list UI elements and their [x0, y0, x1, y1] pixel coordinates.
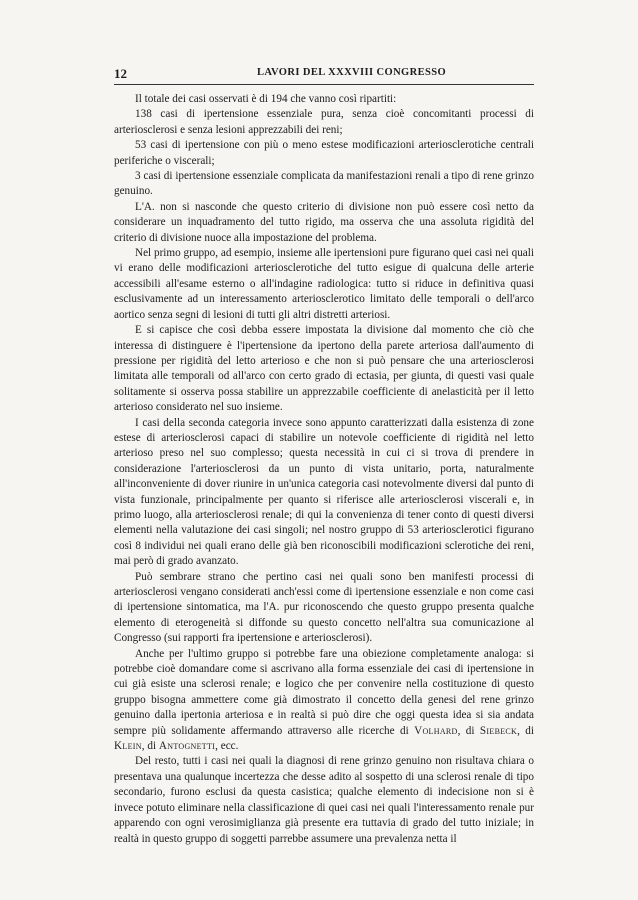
- paragraph: 138 casi di ipertensione essenziale pura, senza cioè concomitanti processi di arteriosclerosi e senza lesioni apprezzabili dei reni;: [114, 108, 534, 136]
- paragraph: E si capisce che così debba essere impostata la divisione dal momento che ciò che interessa di distinguere è l'ipertensione da ipertono della parete arteriosa dall'aumento di pressione per rigidità del letto arterioso e che non si può pensare che una arteriosclerosi limitata alle temporali od all'arco con certo grado di ectasia, per giunta, di questi vasi quale solitamente si osserva possa stabilire un apprezzabile coefficiente di anelasticità per il letto arterioso considerato nel suo insieme.: [114, 324, 534, 414]
- paragraph: Può sembrare strano che pertino casi nei quali sono ben manifesti processi di arteriosclerosi vengano considerati anch'essi come di ipertensione essenziale e non come casi di ipertensione sintomatica, ma l'A. pur riconoscendo che questo gruppo presenta qualche elemento di eterogeneità si diffonde su questo concetto nell'altra sua comunicazione al Congresso (sui rapporti fra ipertensione e arteriosclerosi).: [114, 570, 534, 645]
- body-text: [114, 92, 534, 847]
- paragraph: Il totale dei casi osservati è di 194 che vanno così ripartiti:: [135, 93, 397, 105]
- paragraph: Nel primo gruppo, ad esempio, insieme alle ipertensioni pure figurano quei casi nei quali vi erano delle modificazioni arteriosclerotiche del tutto esigue di qualcuna delle arterie accessibili all'esame esterno o all'indagine radiologica: tutto si riduce in definitiva quasi esclusivamente ad un interessamento arteriosclerotico limitato delle temporali o dell'arco aortico senza segni di lesioni di tutti gli altri distretti arteriosi.: [114, 247, 534, 321]
- author-name: Siebeck: [479, 724, 518, 737]
- paragraph-text: , di: [141, 740, 159, 753]
- paragraph: L'A. non si nasconde che questo criterio di divisione non può essere così netto da considerare un inquadramento del tutto rigido, ma osserva che una assoluta rigidità del criterio di divisione nuoce alla impostazione del problema.: [114, 200, 534, 244]
- paragraph: I casi della seconda categoria invece sono appunto caratterizzati dalla esistenza di zone estese di arteriosclerosi capaci di stabilire un notevole coefficiente di rigidità nel letto arterioso preso nel suo complesso; questa necessità in cui ci si trova di prendere in considerazione l'arteriosclerosi da un punto di vista unitario, porta, naturalmente all'inconveniente di dover riunire in un'unica categoria casi notevolmente diversi dal punto di vista funzionale, principalmente per quanto si riferisce alle arteriosclerosi viscerali e, in primo luogo, alla arteriosclerosi renale; di qui la convenienza di tener conto di questi diversi elementi nella valutazione dei casi singoli; nel nostro gruppo di 53 arteriosclerotici figurano così 8 individui nei quali erano delle già ben riconoscibili modificazioni sclerotiche dei reni, mai però di grado avanzato.: [114, 416, 534, 568]
- paragraph: 3 casi di ipertensione essenziale complicata da manifestazioni renali a tipo di rene grinzo genuino.: [114, 170, 534, 198]
- paragraph: Del resto, tutti i casi nei quali la diagnosi di rene grinzo genuino non risultava chiara o presentava una qualunque incertezza che desse adito al sospetto di una sclerosi renale di tipo secondario, furono esclusi da questa casistica; qualche elemento di indecisione non si è invece potuto eliminare nella classificazione di quei casi nei quali l'interessamento renale pur apparendo con ogni verosimiglianza già presente era tuttavia di grado del tutto iniziale; in realtà in questo gruppo di soggetti parrebbe assumere una prevalenza netta il: [114, 755, 534, 845]
- author-name: Antognetti: [158, 740, 216, 753]
- paragraph-text: Anche per l'ultimo gruppo si potrebbe fare una obiezione completamente analoga: si potrebbe cioè domandare come si ascrivano alla forma essenziale dei casi di ipertensione in cui già esiste una sclerosi renale; e logico che per convenire nella costituzione di questo gruppo bisogna ammettere come già dimostrato il concetto della genesi del rene grinzo genuino dalla ipertonia arteriosa e in realtà si può dire che oggi questa idea si sia andata sempre più solidamente affermando attraverso alle ricerche di: [114, 647, 534, 737]
- page-header: [114, 66, 534, 82]
- running-head: LAVORI DEL XXXVIII CONGRESSO: [257, 67, 447, 78]
- page-number: 12: [114, 66, 127, 81]
- paragraph-text: , di: [457, 724, 480, 737]
- paragraph-text: , di: [517, 724, 534, 737]
- paragraph-text: , ecc.: [215, 740, 239, 753]
- author-name: Klein: [114, 740, 142, 753]
- author-name: Volhard: [414, 724, 458, 737]
- paragraph: 53 casi di ipertensione con più o meno estese modificazioni arteriosclerotiche centrali periferiche o viscerali;: [114, 139, 534, 167]
- header-rule: [114, 84, 534, 85]
- paragraph: [114, 647, 534, 755]
